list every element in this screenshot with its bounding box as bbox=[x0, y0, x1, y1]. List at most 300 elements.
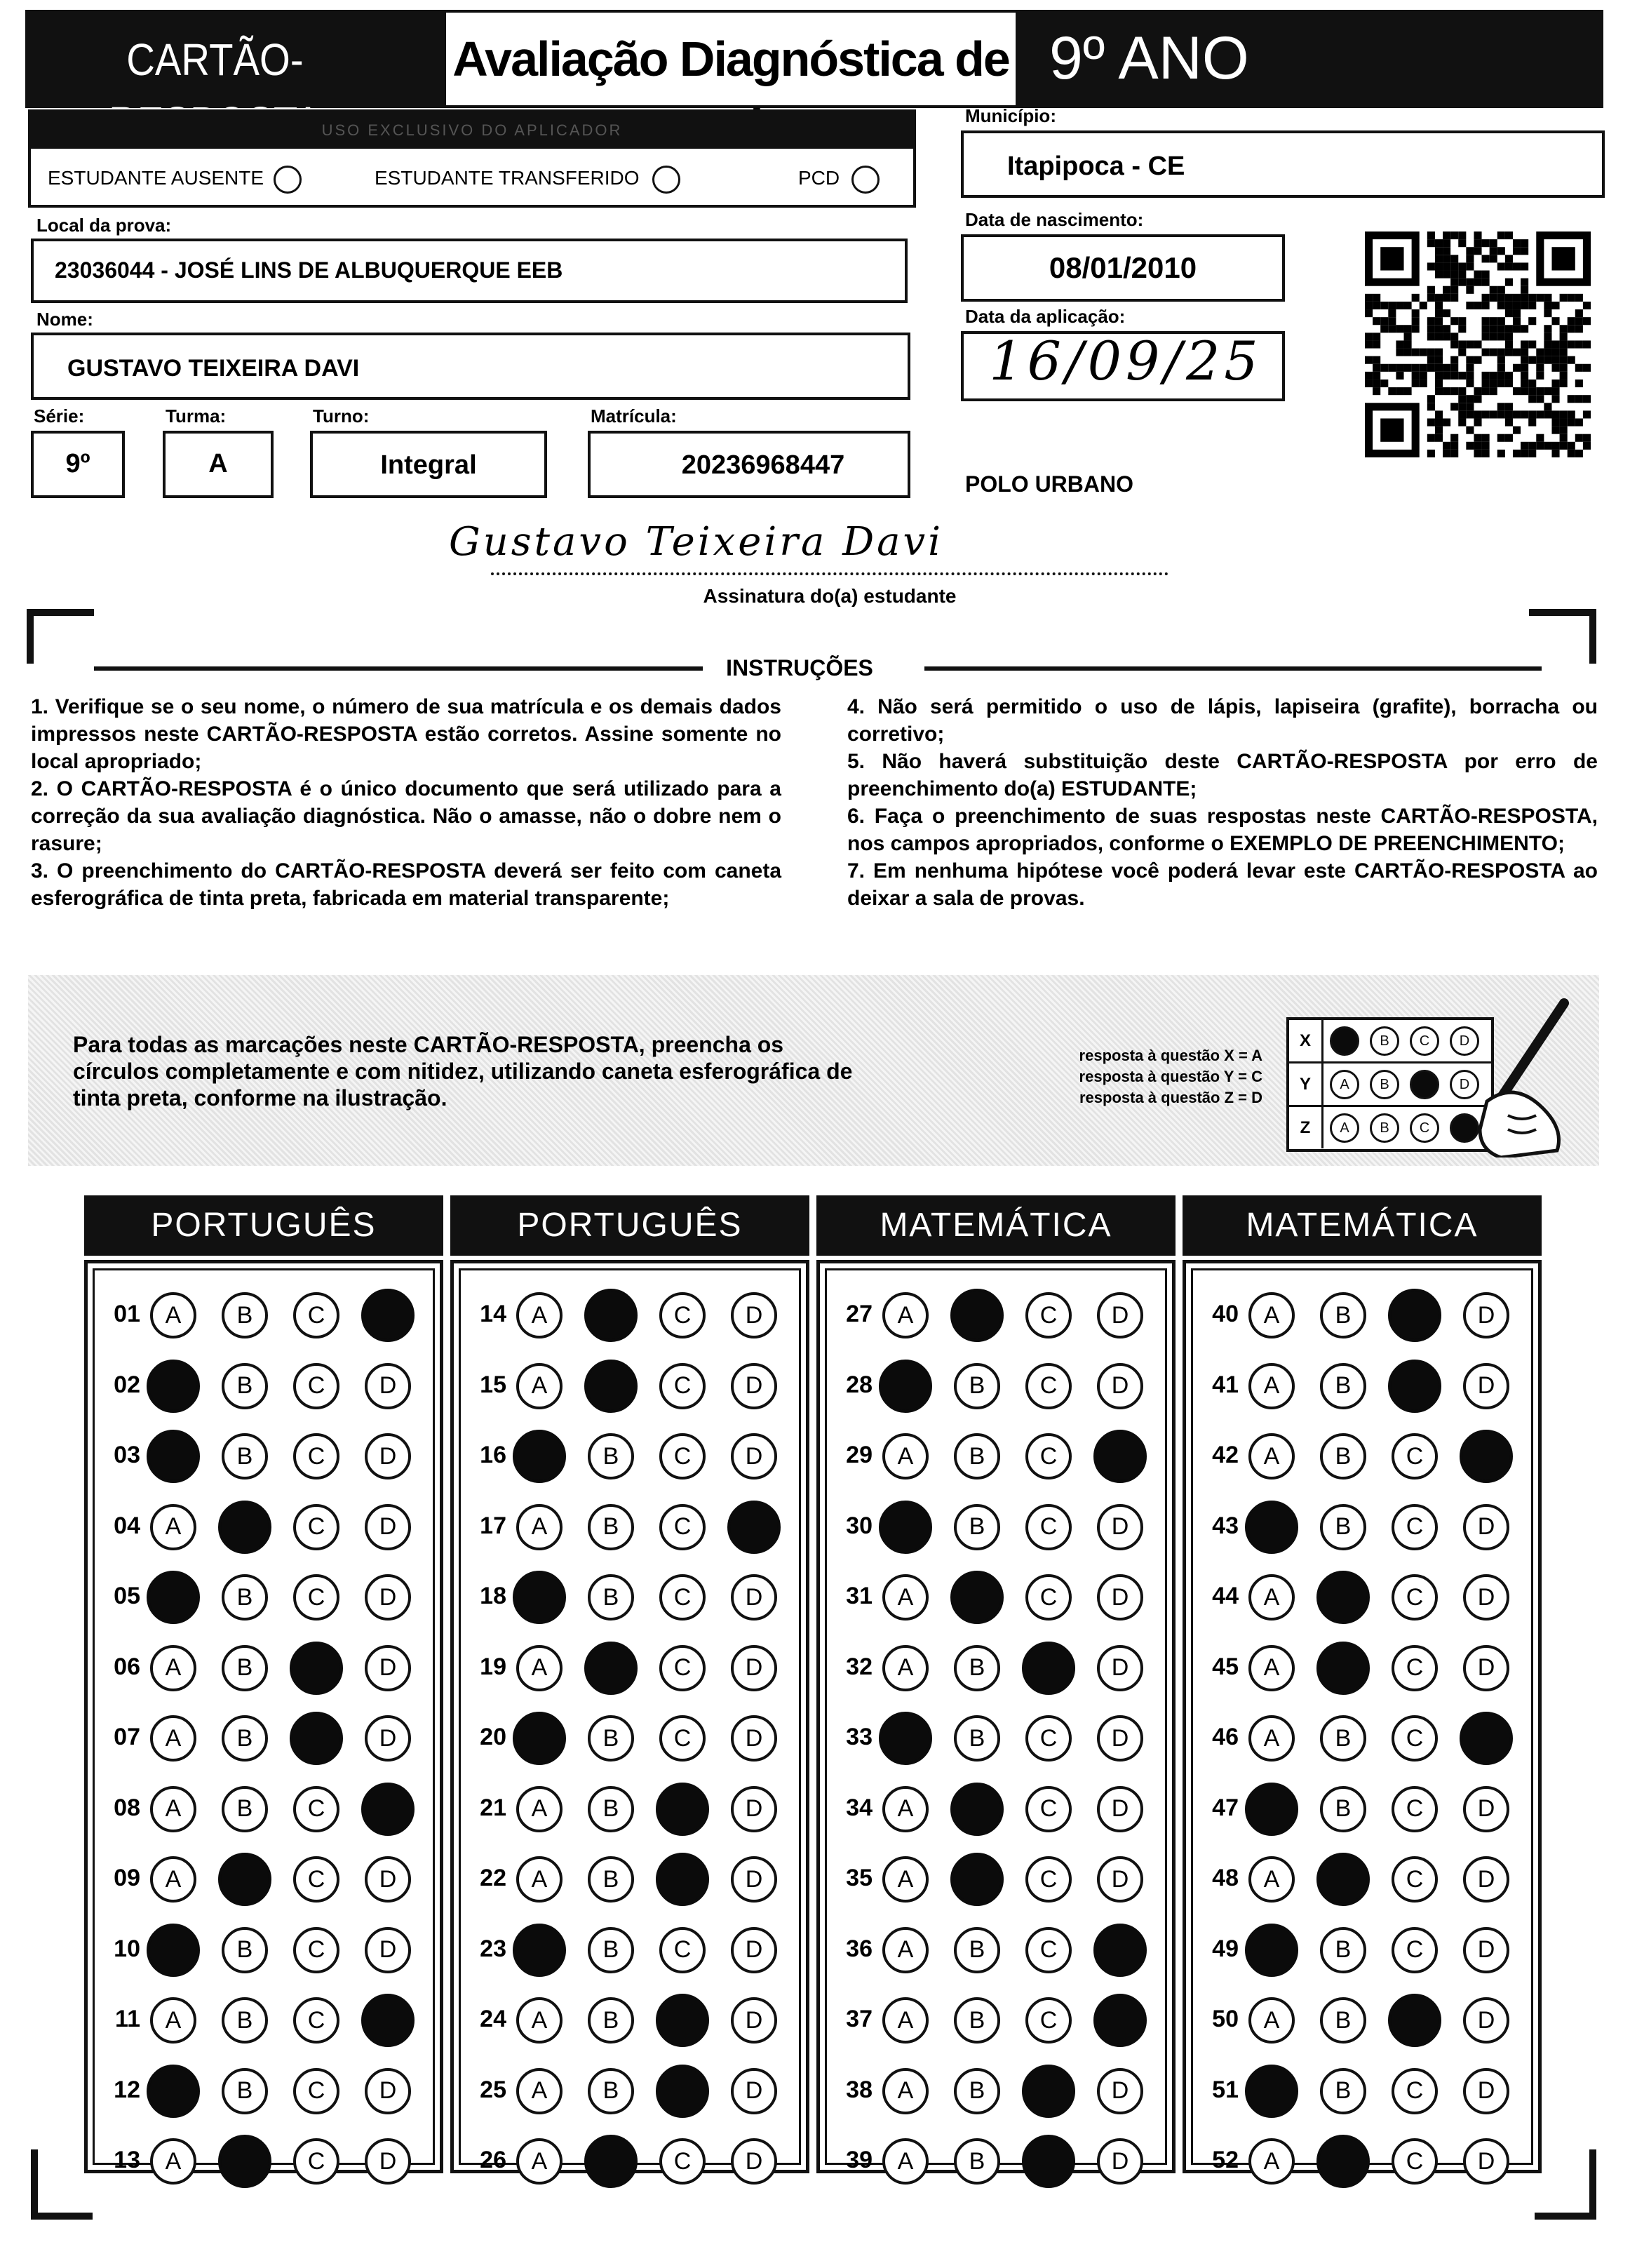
answer-bubble-d[interactable]: D bbox=[365, 1504, 411, 1550]
answer-bubble-b[interactable]: B bbox=[954, 1927, 1000, 1973]
answer-bubble-d[interactable]: D bbox=[365, 2068, 411, 2114]
card-label: CARTÃO- bbox=[126, 34, 304, 85]
question-row bbox=[84, 1291, 443, 1340]
answer-bubble-b[interactable]: B bbox=[588, 1433, 634, 1479]
answer-bubble-b[interactable]: B bbox=[954, 2138, 1000, 2185]
question-row bbox=[450, 2067, 809, 2116]
answer-bubble-a[interactable] bbox=[1245, 1783, 1298, 1836]
answer-bubble-b[interactable] bbox=[218, 1501, 271, 1554]
answer-bubble-d[interactable]: D bbox=[1463, 2138, 1509, 2185]
answer-bubble-b[interactable] bbox=[218, 2135, 271, 2188]
answer-bubble-d[interactable]: D bbox=[365, 1433, 411, 1479]
pcd-checkbox[interactable] bbox=[851, 166, 880, 194]
example-bubble: A bbox=[1330, 1070, 1359, 1099]
answer-bubble-a[interactable] bbox=[513, 1430, 566, 1483]
answer-bubble-c[interactable]: C bbox=[659, 1927, 706, 1973]
answer-bubble-d[interactable] bbox=[361, 1783, 415, 1836]
answer-bubble-b[interactable]: B bbox=[222, 1997, 268, 2044]
answer-bubble-d[interactable]: D bbox=[365, 1715, 411, 1762]
question-row bbox=[816, 1926, 1176, 1975]
corner-mark-tl-v bbox=[27, 609, 34, 664]
answer-bubble-c[interactable]: C bbox=[293, 1574, 339, 1621]
answer-bubble-c[interactable]: C bbox=[293, 1363, 339, 1409]
transferred-label: ESTUDANTE TRANSFERIDO bbox=[375, 167, 640, 189]
answer-bubble-b[interactable] bbox=[584, 1289, 638, 1342]
answer-bubble-c[interactable] bbox=[1388, 1289, 1441, 1342]
answer-bubble-b[interactable] bbox=[1316, 1853, 1370, 1906]
answer-bubble-b[interactable] bbox=[950, 1853, 1004, 1906]
answer-bubble-b[interactable]: B bbox=[588, 1786, 634, 1832]
answer-bubble-c[interactable]: C bbox=[659, 1363, 706, 1409]
corner-mark-br-v bbox=[1589, 2149, 1596, 2220]
answer-bubble-a[interactable] bbox=[1245, 1924, 1298, 1977]
answer-bubble-a[interactable]: A bbox=[882, 1433, 929, 1479]
answer-bubble-d[interactable]: D bbox=[365, 1574, 411, 1621]
answer-bubble-a[interactable]: A bbox=[516, 1504, 563, 1550]
answer-bubble-a[interactable] bbox=[879, 1360, 932, 1413]
example-row-label: Y bbox=[1289, 1063, 1323, 1105]
answer-bubble-b[interactable]: B bbox=[954, 1997, 1000, 2044]
question-row bbox=[816, 1432, 1176, 1481]
answer-bubble-d[interactable]: D bbox=[1463, 1574, 1509, 1621]
answer-bubble-a[interactable]: A bbox=[882, 1997, 929, 2044]
answer-bubble-c[interactable]: C bbox=[659, 2138, 706, 2185]
answer-bubble-c[interactable]: C bbox=[293, 2138, 339, 2185]
answer-bubble-a[interactable]: A bbox=[150, 1786, 196, 1832]
question-row bbox=[450, 1362, 809, 1411]
answer-bubble-b[interactable]: B bbox=[1320, 1786, 1366, 1832]
question-row bbox=[1183, 1855, 1542, 1904]
answer-bubble-d[interactable]: D bbox=[1463, 1927, 1509, 1973]
question-number: 11 bbox=[115, 2006, 140, 2032]
question-row bbox=[84, 1573, 443, 1622]
answer-bubble-c[interactable]: C bbox=[1025, 1997, 1072, 2044]
answer-bubble-b[interactable]: B bbox=[588, 2068, 634, 2114]
answer-bubble-a[interactable]: A bbox=[1248, 1997, 1295, 2044]
question-number: 07 bbox=[114, 1724, 140, 1750]
question-number: 24 bbox=[480, 2006, 506, 2032]
answer-bubble-c[interactable]: C bbox=[659, 1715, 706, 1762]
answer-bubble-c[interactable]: C bbox=[659, 1504, 706, 1550]
instructions-left bbox=[31, 693, 781, 912]
answer-bubble-d[interactable]: D bbox=[1463, 2068, 1509, 2114]
answer-bubble-d[interactable]: D bbox=[731, 2138, 777, 2185]
answer-bubble-c[interactable]: C bbox=[1392, 1574, 1438, 1621]
answer-bubble-b[interactable]: B bbox=[222, 2068, 268, 2114]
section-title: PORTUGUÊS bbox=[517, 1207, 743, 1244]
instruction-item: 2. O CARTÃO-RESPOSTA é o único documento que será utilizado para a correção da sua avaliação diagnóstica. Não o amasse, não o dobre nem o rasure; bbox=[31, 777, 781, 855]
answer-bubble-a[interactable]: A bbox=[1248, 1363, 1295, 1409]
municipio-value: Itapipoca - CE bbox=[1007, 152, 1185, 181]
answer-bubble-c[interactable]: C bbox=[1025, 1786, 1072, 1832]
answer-bubble-b[interactable] bbox=[1316, 1571, 1370, 1624]
exam-title: Avaliação Diagnóstica de bbox=[452, 32, 1009, 86]
answer-bubble-b[interactable]: B bbox=[588, 1574, 634, 1621]
question-row bbox=[450, 1644, 809, 1693]
answer-bubble-d[interactable] bbox=[361, 1289, 415, 1342]
answer-bubble-b[interactable]: B bbox=[954, 1645, 1000, 1691]
question-number: 21 bbox=[480, 1794, 506, 1821]
answer-bubble-a[interactable]: A bbox=[150, 2138, 196, 2185]
question-row bbox=[1183, 1291, 1542, 1340]
answer-bubble-c[interactable]: C bbox=[1392, 1504, 1438, 1550]
question-number: 35 bbox=[846, 1865, 873, 1891]
answer-bubble-d[interactable] bbox=[1460, 1430, 1513, 1483]
answer-bubble-b[interactable]: B bbox=[222, 1645, 268, 1691]
answer-bubble-b[interactable]: B bbox=[954, 1504, 1000, 1550]
answer-bubble-c[interactable]: C bbox=[293, 1786, 339, 1832]
answer-bubble-b[interactable]: B bbox=[954, 2068, 1000, 2114]
answer-bubble-b[interactable]: B bbox=[222, 1786, 268, 1832]
answer-bubble-c[interactable]: C bbox=[1025, 1363, 1072, 1409]
example-bubble: A bbox=[1330, 1113, 1359, 1143]
question-number: 34 bbox=[846, 1794, 873, 1821]
answer-bubble-d[interactable]: D bbox=[1097, 1856, 1143, 1903]
answer-bubble-c[interactable] bbox=[656, 1853, 709, 1906]
instruction-item: 5. Não haverá substituição deste CARTÃO-RESPOSTA por erro de preenchimento do(a) ESTUDANTE; bbox=[847, 750, 1598, 800]
question-row bbox=[816, 2137, 1176, 2186]
answer-bubble-d[interactable] bbox=[1093, 1994, 1147, 2047]
answer-bubble-d[interactable]: D bbox=[731, 1786, 777, 1832]
answer-bubble-b[interactable]: B bbox=[588, 1715, 634, 1762]
answer-bubble-c[interactable] bbox=[1022, 2065, 1075, 2118]
question-number: 05 bbox=[114, 1583, 140, 1609]
answer-bubble-b[interactable]: B bbox=[954, 1433, 1000, 1479]
example-row-label: Z bbox=[1289, 1107, 1323, 1148]
answer-bubble-a[interactable] bbox=[147, 1430, 200, 1483]
answer-bubble-c[interactable]: C bbox=[1392, 2068, 1438, 2114]
answer-bubble-a[interactable]: A bbox=[516, 1292, 563, 1338]
answer-bubble-c[interactable]: C bbox=[1392, 1715, 1438, 1762]
answer-bubble-d[interactable]: D bbox=[1097, 2138, 1143, 2185]
answer-bubble-b[interactable]: B bbox=[1320, 1363, 1366, 1409]
question-row bbox=[84, 1644, 443, 1693]
answer-bubble-d[interactable]: D bbox=[731, 1997, 777, 2044]
answer-bubble-a[interactable] bbox=[147, 2065, 200, 2118]
answer-bubble-c[interactable]: C bbox=[659, 1645, 706, 1691]
answer-bubble-c[interactable]: C bbox=[293, 1997, 339, 2044]
answer-bubble-c[interactable]: C bbox=[293, 1292, 339, 1338]
answer-bubble-c[interactable] bbox=[656, 1783, 709, 1836]
answer-bubble-c[interactable] bbox=[1388, 1994, 1441, 2047]
answer-bubble-a[interactable]: A bbox=[150, 1997, 196, 2044]
answer-bubble-c[interactable]: C bbox=[293, 1856, 339, 1903]
answer-bubble-b[interactable] bbox=[1316, 2135, 1370, 2188]
answer-bubble-c[interactable]: C bbox=[1392, 1856, 1438, 1903]
answer-bubble-a[interactable]: A bbox=[882, 2138, 929, 2185]
answer-bubble-d[interactable]: D bbox=[1463, 1786, 1509, 1832]
example-legend-item: resposta à questão X = A bbox=[1079, 1047, 1262, 1064]
answer-bubble-b[interactable]: B bbox=[1320, 1292, 1366, 1338]
answer-bubble-b[interactable] bbox=[218, 1853, 271, 1906]
answer-bubble-c[interactable]: C bbox=[1025, 1433, 1072, 1479]
answer-bubble-a[interactable]: A bbox=[1248, 1292, 1295, 1338]
instruction-item: 4. Não será permitido o uso de lápis, lapiseira (grafite), borracha ou corretivo; bbox=[847, 695, 1598, 746]
answer-bubble-a[interactable]: A bbox=[516, 2138, 563, 2185]
question-number: 44 bbox=[1212, 1583, 1239, 1609]
answer-bubble-a[interactable] bbox=[513, 1571, 566, 1624]
answer-bubble-a[interactable]: A bbox=[516, 1645, 563, 1691]
answer-bubble-d[interactable]: D bbox=[365, 2138, 411, 2185]
answer-bubble-c[interactable] bbox=[290, 1712, 343, 1765]
municipio-label: Município: bbox=[965, 105, 1056, 126]
answer-bubble-d[interactable]: D bbox=[1463, 1856, 1509, 1903]
answer-bubble-c[interactable]: C bbox=[1025, 1574, 1072, 1621]
answer-bubble-c[interactable]: C bbox=[1025, 1715, 1072, 1762]
answer-bubble-a[interactable]: A bbox=[882, 1856, 929, 1903]
answer-bubble-b[interactable] bbox=[584, 1360, 638, 1413]
answer-bubble-a[interactable]: A bbox=[516, 1997, 563, 2044]
answer-bubble-b[interactable] bbox=[584, 2135, 638, 2188]
answer-bubble-d[interactable]: D bbox=[731, 1574, 777, 1621]
answer-bubble-a[interactable] bbox=[147, 1360, 200, 1413]
answer-bubble-d[interactable]: D bbox=[731, 2068, 777, 2114]
answer-bubble-d[interactable]: D bbox=[1097, 1363, 1143, 1409]
answer-bubble-b[interactable]: B bbox=[222, 1927, 268, 1973]
question-number: 36 bbox=[846, 1935, 873, 1962]
answer-bubble-d[interactable]: D bbox=[1097, 1504, 1143, 1550]
answer-bubble-c[interactable]: C bbox=[1025, 1927, 1072, 1973]
answer-bubble-b[interactable] bbox=[950, 1571, 1004, 1624]
answer-bubble-c[interactable] bbox=[1022, 1642, 1075, 1695]
answer-bubble-a[interactable]: A bbox=[516, 2068, 563, 2114]
question-number: 13 bbox=[114, 2147, 140, 2173]
answer-bubble-a[interactable]: A bbox=[882, 1927, 929, 1973]
answer-bubble-d[interactable]: D bbox=[1097, 2068, 1143, 2114]
answer-bubble-a[interactable] bbox=[513, 1924, 566, 1977]
question-number: 09 bbox=[114, 1865, 140, 1891]
instructions-title: INSTRUÇÕES bbox=[726, 655, 873, 680]
answer-bubble-d[interactable]: D bbox=[1463, 1363, 1509, 1409]
answer-bubble-a[interactable]: A bbox=[150, 1715, 196, 1762]
answer-bubble-b[interactable]: B bbox=[1320, 1504, 1366, 1550]
question-row bbox=[450, 1996, 809, 2045]
answer-bubble-d[interactable]: D bbox=[1463, 1292, 1509, 1338]
answer-bubble-c[interactable]: C bbox=[1025, 1856, 1072, 1903]
answer-bubble-d[interactable]: D bbox=[1097, 1715, 1143, 1762]
answer-bubble-b[interactable]: B bbox=[588, 1856, 634, 1903]
answer-bubble-d[interactable]: D bbox=[731, 1433, 777, 1479]
answer-bubble-c[interactable]: C bbox=[659, 1574, 706, 1621]
answer-bubble-b[interactable]: B bbox=[588, 1997, 634, 2044]
example-bubble: B bbox=[1370, 1070, 1399, 1099]
answer-bubble-d[interactable]: D bbox=[731, 1292, 777, 1338]
question-row bbox=[450, 1785, 809, 1834]
answer-bubble-c[interactable]: C bbox=[659, 1433, 706, 1479]
polo-label: POLO URBANO bbox=[965, 471, 1133, 497]
question-number: 16 bbox=[480, 1442, 506, 1468]
answer-bubble-a[interactable] bbox=[879, 1501, 932, 1554]
question-row bbox=[1183, 1503, 1542, 1552]
answer-bubble-b[interactable] bbox=[584, 1642, 638, 1695]
answer-bubble-a[interactable]: A bbox=[882, 2068, 929, 2114]
question-row bbox=[1183, 1926, 1542, 1975]
answer-bubble-c[interactable] bbox=[656, 1994, 709, 2047]
answer-bubble-a[interactable]: A bbox=[150, 1292, 196, 1338]
answer-bubble-d[interactable]: D bbox=[1097, 1786, 1143, 1832]
answer-bubble-b[interactable] bbox=[950, 1289, 1004, 1342]
question-number: 20 bbox=[480, 1724, 506, 1750]
answer-bubble-b[interactable]: B bbox=[1320, 1433, 1366, 1479]
answer-bubble-d[interactable]: D bbox=[731, 1645, 777, 1691]
question-row bbox=[816, 1714, 1176, 1763]
answer-bubble-a[interactable] bbox=[513, 1712, 566, 1765]
question-number: 49 bbox=[1212, 1935, 1239, 1962]
question-number: 14 bbox=[480, 1301, 506, 1327]
answer-bubble-b[interactable]: B bbox=[222, 1574, 268, 1621]
question-row bbox=[1183, 1996, 1542, 2045]
answer-bubble-c[interactable]: C bbox=[293, 1504, 339, 1550]
answer-bubble-a[interactable]: A bbox=[1248, 2138, 1295, 2185]
answer-bubble-a[interactable]: A bbox=[150, 1856, 196, 1903]
example-bubble: D bbox=[1450, 1026, 1479, 1056]
transferred-checkbox[interactable] bbox=[652, 166, 680, 194]
answer-bubble-d[interactable]: D bbox=[365, 1856, 411, 1903]
signature-line bbox=[491, 572, 1168, 575]
corner-mark-tl-h bbox=[27, 609, 94, 616]
signature-label: Assinatura do(a) estudante bbox=[703, 585, 957, 607]
answer-bubble-c[interactable]: C bbox=[293, 1927, 339, 1973]
absent-checkbox[interactable] bbox=[274, 166, 302, 194]
answer-bubble-a[interactable] bbox=[147, 1571, 200, 1624]
answer-bubble-a[interactable] bbox=[1245, 2065, 1298, 2118]
answer-bubble-c[interactable]: C bbox=[1392, 1927, 1438, 1973]
answer-bubble-a[interactable]: A bbox=[1248, 1856, 1295, 1903]
answer-bubble-d[interactable]: D bbox=[731, 1363, 777, 1409]
question-number: 27 bbox=[846, 1301, 873, 1327]
question-row bbox=[816, 1291, 1176, 1340]
answer-bubble-d[interactable]: D bbox=[1463, 1997, 1509, 2044]
qr-code bbox=[1365, 232, 1591, 457]
section-header bbox=[1183, 1195, 1542, 1256]
answer-bubble-a[interactable]: A bbox=[1248, 1433, 1295, 1479]
answer-bubble-d[interactable]: D bbox=[1097, 1292, 1143, 1338]
question-row bbox=[816, 1362, 1176, 1411]
answer-bubble-b[interactable]: B bbox=[1320, 1715, 1366, 1762]
answer-bubble-d[interactable]: D bbox=[731, 1715, 777, 1762]
answer-bubble-a[interactable]: A bbox=[516, 1786, 563, 1832]
answer-bubble-c[interactable] bbox=[656, 2065, 709, 2118]
question-row bbox=[1183, 1644, 1542, 1693]
application-date-value: 16/09/25 bbox=[989, 330, 1262, 392]
answer-bubble-d[interactable] bbox=[1460, 1712, 1513, 1765]
answer-bubble-a[interactable]: A bbox=[882, 1574, 929, 1621]
answer-bubble-a[interactable]: A bbox=[1248, 1645, 1295, 1691]
answer-bubble-d[interactable]: D bbox=[1097, 1645, 1143, 1691]
question-row bbox=[450, 1291, 809, 1340]
answer-bubble-b[interactable]: B bbox=[222, 1292, 268, 1338]
answer-bubble-b[interactable]: B bbox=[588, 1504, 634, 1550]
answer-bubble-d[interactable]: D bbox=[1097, 1574, 1143, 1621]
question-number: 02 bbox=[114, 1371, 140, 1398]
answer-bubble-c[interactable]: C bbox=[1025, 1504, 1072, 1550]
question-row bbox=[84, 2067, 443, 2116]
answer-bubble-c[interactable]: C bbox=[1392, 1433, 1438, 1479]
answer-bubble-c[interactable]: C bbox=[293, 2068, 339, 2114]
question-row bbox=[84, 1714, 443, 1763]
answer-bubble-d[interactable]: D bbox=[1463, 1504, 1509, 1550]
question-number: 10 bbox=[114, 1935, 140, 1962]
answer-bubble-a[interactable]: A bbox=[882, 1292, 929, 1338]
example-legend bbox=[968, 1045, 1262, 1108]
section-title: MATEMÁTICA bbox=[880, 1207, 1112, 1244]
answer-bubble-b[interactable]: B bbox=[588, 1927, 634, 1973]
corner-mark-bl-v bbox=[31, 2149, 38, 2220]
answer-bubble-c[interactable] bbox=[290, 1642, 343, 1695]
answer-bubble-b[interactable]: B bbox=[954, 1715, 1000, 1762]
answer-bubble-a[interactable]: A bbox=[516, 1856, 563, 1903]
birth-value: 08/01/2010 bbox=[1049, 251, 1197, 284]
answer-bubble-b[interactable]: B bbox=[1320, 1997, 1366, 2044]
answer-bubble-d[interactable]: D bbox=[731, 1856, 777, 1903]
answer-bubble-b[interactable]: B bbox=[222, 1433, 268, 1479]
answer-bubble-a[interactable] bbox=[1245, 1501, 1298, 1554]
answer-bubble-c[interactable]: C bbox=[293, 1433, 339, 1479]
answer-bubble-a[interactable] bbox=[147, 1924, 200, 1977]
answer-bubble-a[interactable]: A bbox=[1248, 1574, 1295, 1621]
answer-bubble-d[interactable]: D bbox=[1463, 1645, 1509, 1691]
answer-bubble-a[interactable]: A bbox=[516, 1363, 563, 1409]
turma-value: A bbox=[208, 449, 228, 478]
pen-hand-icon bbox=[1459, 996, 1585, 1158]
question-row bbox=[1183, 1432, 1542, 1481]
question-number: 52 bbox=[1212, 2147, 1239, 2173]
answer-bubble-b[interactable] bbox=[1316, 1642, 1370, 1695]
answer-bubble-a[interactable] bbox=[879, 1712, 932, 1765]
answer-bubble-d[interactable] bbox=[361, 1994, 415, 2047]
matricula-label: Matrícula: bbox=[591, 405, 677, 427]
answer-bubble-b[interactable] bbox=[950, 1783, 1004, 1836]
section-header bbox=[84, 1195, 443, 1256]
answer-bubble-d[interactable]: D bbox=[365, 1927, 411, 1973]
question-row bbox=[450, 1573, 809, 1622]
answer-bubble-d[interactable]: D bbox=[365, 1363, 411, 1409]
answer-bubble-a[interactable]: A bbox=[1248, 1715, 1295, 1762]
question-number: 31 bbox=[846, 1583, 873, 1609]
answer-bubble-c[interactable] bbox=[1022, 2135, 1075, 2188]
answer-bubble-a[interactable]: A bbox=[882, 1786, 929, 1832]
answer-bubble-d[interactable]: D bbox=[365, 1645, 411, 1691]
answer-bubble-c[interactable]: C bbox=[1392, 2138, 1438, 2185]
question-row bbox=[84, 1785, 443, 1834]
answer-bubble-c[interactable]: C bbox=[659, 1292, 706, 1338]
example-bubble: C bbox=[1410, 1026, 1439, 1056]
answer-bubble-b[interactable]: B bbox=[222, 1715, 268, 1762]
example-bubble: D bbox=[1450, 1070, 1479, 1099]
question-row bbox=[450, 1503, 809, 1552]
answer-bubble-b[interactable]: B bbox=[954, 1363, 1000, 1409]
answer-bubble-b[interactable]: B bbox=[1320, 1927, 1366, 1973]
answer-bubble-c[interactable] bbox=[1388, 1360, 1441, 1413]
answer-bubble-a[interactable]: A bbox=[150, 1504, 196, 1550]
applicator-banner-text: USO EXCLUSIVO DO APLICADOR bbox=[321, 121, 623, 139]
answer-bubble-d[interactable]: D bbox=[731, 1927, 777, 1973]
corner-mark-tr-h bbox=[1529, 609, 1596, 616]
question-number: 19 bbox=[480, 1653, 506, 1680]
answer-bubble-c[interactable]: C bbox=[1392, 1786, 1438, 1832]
answer-bubble-c[interactable]: C bbox=[1392, 1645, 1438, 1691]
question-number: 45 bbox=[1212, 1653, 1239, 1680]
answer-bubble-c[interactable]: C bbox=[1025, 1292, 1072, 1338]
answer-bubble-d[interactable] bbox=[1093, 1430, 1147, 1483]
answer-bubble-a[interactable]: A bbox=[882, 1645, 929, 1691]
answer-bubble-a[interactable]: A bbox=[150, 1645, 196, 1691]
answer-bubble-d[interactable] bbox=[1093, 1924, 1147, 1977]
question-row bbox=[84, 1996, 443, 2045]
answer-bubble-d[interactable] bbox=[727, 1501, 781, 1554]
answer-bubble-b[interactable]: B bbox=[222, 1363, 268, 1409]
answer-bubble-b[interactable]: B bbox=[1320, 2068, 1366, 2114]
